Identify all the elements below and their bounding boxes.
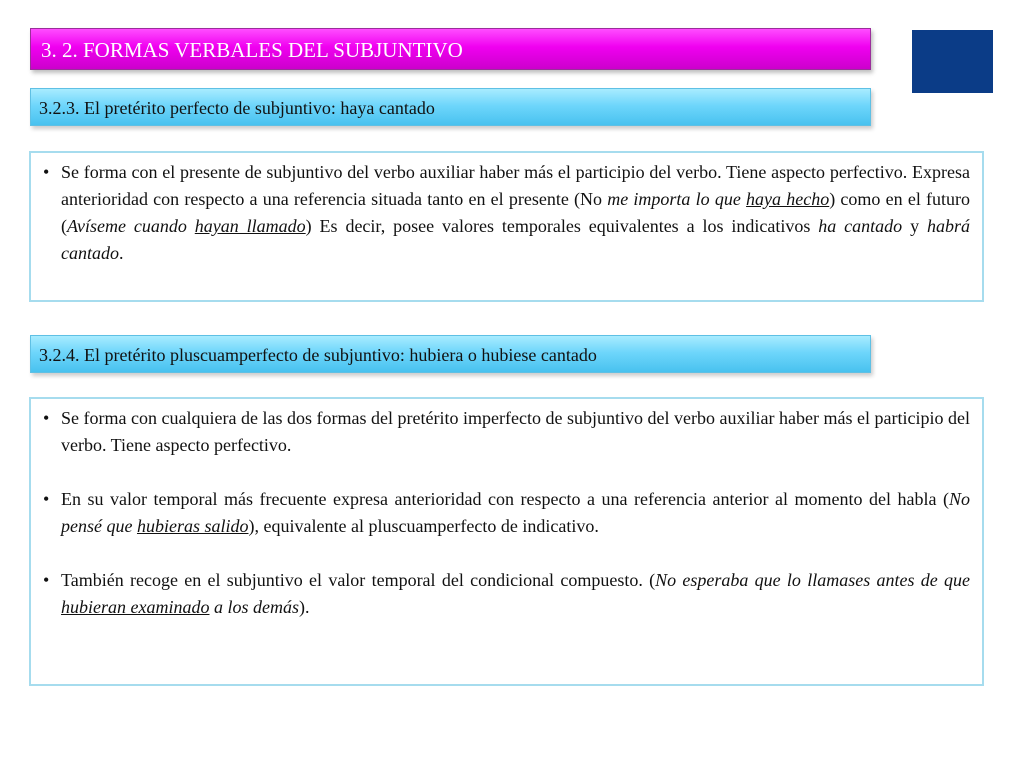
text-run: . [119, 243, 124, 263]
logo-square [912, 30, 993, 93]
bullet-pluscuamperfecto-3 [43, 567, 970, 621]
example-underlined: hayan llamado [194, 216, 306, 236]
example-underlined: hubieras salido [136, 516, 249, 536]
content-box-perfecto [29, 151, 984, 302]
bullet-pluscuamperfecto-2 [43, 486, 970, 540]
bullet-icon: • [43, 489, 50, 509]
text-run: ), equivalente al pluscuamperfecto de indicativo. [248, 516, 599, 536]
example-italic: Avíseme cuando [67, 216, 195, 236]
section-heading-perfecto: 3.2.3. El pretérito perfecto de subjuntivo: haya cantado [30, 88, 871, 126]
bullet-icon: • [43, 570, 50, 590]
bullet-icon: • [43, 162, 50, 182]
text-run: También recoge en el subjuntivo el valor temporal del condicional compuesto. ( [61, 570, 656, 590]
text-run: Se forma con el presente de subjuntivo del verbo auxiliar haber más el participio del verbo. Tiene aspecto perfectivo. Expresa anterioridad con respecto a una referencia situada tanto en el presente (No [61, 162, 970, 209]
text-run: ) como en el futuro ( [61, 189, 971, 236]
slide-title: 3. 2. FORMAS VERBALES DEL SUBJUNTIVO [30, 28, 871, 70]
text-run: En su valor temporal más frecuente expresa anterioridad con respecto a una referencia anterior al momento del habla ( [61, 489, 949, 509]
example-italic: ha cantado [818, 216, 903, 236]
section-heading-pluscuamperfecto: 3.2.4. El pretérito pluscuamperfecto de subjuntivo: hubiera o hubiese cantado [30, 335, 871, 373]
bullet-pluscuamperfecto-1 [43, 405, 970, 459]
example-italic: me importa lo que [607, 189, 747, 209]
bullet-perfecto-1 [43, 159, 970, 267]
content-box-pluscuamperfecto [29, 397, 984, 686]
text-run: ) Es decir, posee valores temporales equivalentes a los indicativos [305, 216, 819, 236]
example-italic: No esperaba que lo llamases antes de que [655, 570, 970, 590]
text-run: ). [298, 597, 310, 617]
text-run: Se forma con cualquiera de las dos formas del pretérito imperfecto de subjuntivo del verbo auxiliar haber más el participio del verbo. Tiene aspecto perfectivo. [61, 408, 970, 455]
text-run: y [902, 216, 927, 236]
bullet-icon: • [43, 408, 50, 428]
example-italic: a los demás [209, 597, 299, 617]
example-underlined: haya hecho [746, 189, 830, 209]
example-italic: No pensé que [61, 489, 970, 536]
example-underlined: hubieran examinado [61, 597, 210, 617]
example-italic: habrá cantado [61, 216, 970, 263]
